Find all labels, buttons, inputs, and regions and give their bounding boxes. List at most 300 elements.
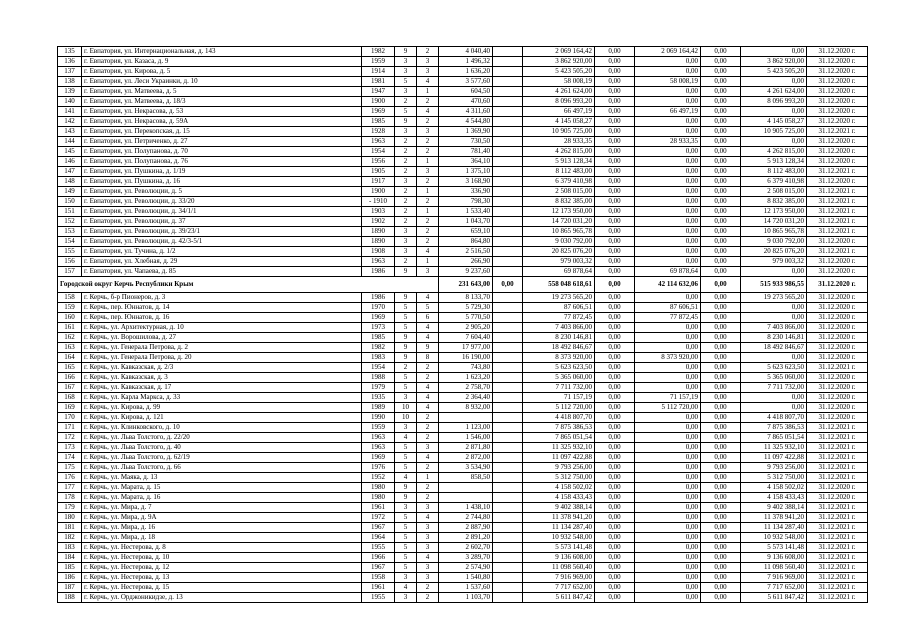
cell-cost-c: 0,00 (701, 583, 741, 593)
cell-deadline: 31.12.2020 г. (807, 333, 868, 343)
summary-area: 231 643,00 (439, 277, 493, 293)
cell-floors: 2 (395, 257, 417, 267)
summary-row (58, 277, 868, 293)
cell-area: 2 758,70 (439, 383, 493, 393)
cell-cost-d: 19 273 565,20 (741, 293, 807, 303)
cell-floors: 3 (395, 237, 417, 247)
cell-entrances: 3 (417, 573, 439, 583)
table-row (58, 293, 868, 303)
cell-floors: 2 (395, 207, 417, 217)
cell-deadline: 31.12.2020 г. (807, 77, 868, 87)
cell-deadline: 31.12.2020 г. (807, 303, 868, 313)
cell-total-cost: 5 365 060,00 (523, 373, 595, 383)
cell-cost-d: 0,00 (741, 403, 807, 413)
cell-year: 1969 (362, 313, 395, 323)
cell-year: 1935 (362, 393, 395, 403)
cell-year: 1976 (362, 463, 395, 473)
cell-floors: 9 (395, 117, 417, 127)
cell-floors: 5 (395, 77, 417, 87)
cell-address: г. Евпатория, ул. Леси Украинки, д. 10 (82, 77, 362, 87)
cell-col7 (493, 187, 523, 197)
cell-address: г. Керчь, ул. Марата, д. 15 (82, 483, 362, 493)
table-row (58, 493, 868, 503)
cell-cost-a: 0,00 (595, 533, 635, 543)
cell-year: 1979 (362, 383, 395, 393)
cell-deadline: 31.12.2021 г. (807, 363, 868, 373)
cell-year: 1964 (362, 533, 395, 543)
cell-cost-c: 0,00 (701, 373, 741, 383)
cell-cost-b: 0,00 (635, 533, 701, 543)
cell-floors: 4 (395, 473, 417, 483)
cell-year: 1961 (362, 503, 395, 513)
cell-entrances: 1 (417, 257, 439, 267)
cell-cost-b: 0,00 (635, 343, 701, 353)
cell-cost-b: 0,00 (635, 217, 701, 227)
cell-year: 1955 (362, 593, 395, 603)
cell-cost-c: 0,00 (701, 127, 741, 137)
cell-floors: 3 (395, 393, 417, 403)
cell-year: 1963 (362, 257, 395, 267)
cell-col7 (493, 383, 523, 393)
cell-floors: 5 (395, 107, 417, 117)
cell-entrances: 3 (417, 443, 439, 453)
cell-area: 1 537,60 (439, 583, 493, 593)
cell-address: г. Евпатория, ул. Матвеева, д. 5 (82, 87, 362, 97)
cell-cost-d: 7 875 386,53 (741, 423, 807, 433)
cell-cost-d: 5 312 750,00 (741, 473, 807, 483)
cell-year: 1908 (362, 247, 395, 257)
cell-cost-b: 0,00 (635, 117, 701, 127)
cell-year: 1902 (362, 217, 395, 227)
cell-cost-c: 0,00 (701, 383, 741, 393)
cell-total-cost: 14 720 031,20 (523, 217, 595, 227)
cell-floors: 9 (395, 47, 417, 57)
cell-year: 1947 (362, 87, 395, 97)
cell-total-cost: 979 003,32 (523, 257, 595, 267)
table-row (58, 167, 868, 177)
cell-row-number: 174 (58, 453, 82, 463)
cell-floors: 9 (395, 353, 417, 363)
table-row (58, 413, 868, 423)
cell-entrances: 2 (417, 237, 439, 247)
cell-col7 (493, 593, 523, 603)
cell-deadline: 31.12.2020 г. (807, 257, 868, 267)
cell-deadline: 31.12.2020 г. (807, 393, 868, 403)
cell-row-number: 179 (58, 503, 82, 513)
cell-cost-c: 0,00 (701, 553, 741, 563)
cell-cost-d: 0,00 (741, 313, 807, 323)
cell-deadline: 31.12.2021 г. (807, 523, 868, 533)
cell-deadline: 31.12.2021 г. (807, 217, 868, 227)
cell-cost-d: 9 793 256,00 (741, 463, 807, 473)
cell-row-number: 169 (58, 403, 82, 413)
cell-address: г. Керчь, пер. Юннатов, д. 14 (82, 303, 362, 313)
cell-floors: 5 (395, 383, 417, 393)
table-row (58, 533, 868, 543)
table-row (58, 483, 868, 493)
cell-col7 (493, 227, 523, 237)
cell-row-number: 135 (58, 47, 82, 57)
table-row (58, 333, 868, 343)
table-row (58, 57, 868, 67)
cell-cost-c: 0,00 (701, 433, 741, 443)
cell-deadline: 31.12.2020 г. (807, 413, 868, 423)
cell-area: 743,80 (439, 363, 493, 373)
cell-col7 (493, 303, 523, 313)
cell-entrances: 5 (417, 303, 439, 313)
cell-cost-c: 0,00 (701, 87, 741, 97)
cell-total-cost: 12 173 950,00 (523, 207, 595, 217)
cell-deadline: 31.12.2021 г. (807, 533, 868, 543)
cell-address: г. Евпатория, ул. Чапаева, д. 85 (82, 267, 362, 277)
cell-cost-d: 4 261 624,00 (741, 87, 807, 97)
table-row (58, 107, 868, 117)
table-row (58, 257, 868, 267)
cell-row-number: 161 (58, 323, 82, 333)
cell-floors: 10 (395, 403, 417, 413)
cell-address: г. Евпатория, ул. Некрасова, д. 53 (82, 107, 362, 117)
cell-cost-c: 0,00 (701, 257, 741, 267)
cell-cost-b: 0,00 (635, 187, 701, 197)
cell-row-number: 160 (58, 313, 82, 323)
cell-entrances: 4 (417, 453, 439, 463)
cell-floors: 2 (395, 167, 417, 177)
cell-col7 (493, 333, 523, 343)
table-row (58, 553, 868, 563)
cell-cost-d: 4 262 815,00 (741, 147, 807, 157)
cell-cost-c: 0,00 (701, 463, 741, 473)
cell-cost-c: 0,00 (701, 443, 741, 453)
cell-cost-d: 5 913 128,34 (741, 157, 807, 167)
cell-row-number: 150 (58, 197, 82, 207)
cell-area: 604,50 (439, 87, 493, 97)
cell-floors: 5 (395, 523, 417, 533)
cell-col7 (493, 453, 523, 463)
cell-cost-c: 0,00 (701, 177, 741, 187)
cell-total-cost: 5 913 128,34 (523, 157, 595, 167)
cell-floors: 5 (395, 533, 417, 543)
cell-deadline: 31.12.2021 г. (807, 167, 868, 177)
cell-area: 7 604,40 (439, 333, 493, 343)
cell-cost-a: 0,00 (595, 503, 635, 513)
cell-cost-d: 8 832 385,00 (741, 197, 807, 207)
cell-cost-d: 5 423 505,20 (741, 67, 807, 77)
cell-cost-a: 0,00 (595, 493, 635, 503)
cell-address: г. Керчь, ул. Льва Толстого, д. 62/19 (82, 453, 362, 463)
cell-cost-b: 0,00 (635, 443, 701, 453)
cell-deadline: 31.12.2021 г. (807, 443, 868, 453)
cell-address: г. Керчь, ул. Марата, д. 16 (82, 493, 362, 503)
cell-address: г. Керчь, ул. Нестерова, д. 8 (82, 543, 362, 553)
cell-entrances: 3 (417, 267, 439, 277)
cell-cost-a: 0,00 (595, 583, 635, 593)
summary-v4: 515 933 986,55 (741, 277, 807, 293)
cell-cost-c: 0,00 (701, 363, 741, 373)
cell-col7 (493, 267, 523, 277)
cell-cost-a: 0,00 (595, 217, 635, 227)
cell-row-number: 173 (58, 443, 82, 453)
cell-area: 4 544,80 (439, 117, 493, 127)
cell-col7 (493, 553, 523, 563)
cell-floors: 5 (395, 463, 417, 473)
table-row (58, 373, 868, 383)
cell-cost-c: 0,00 (701, 393, 741, 403)
cell-total-cost: 11 325 932,10 (523, 443, 595, 453)
table-row (58, 197, 868, 207)
cell-row-number: 143 (58, 127, 82, 137)
cell-year: 1966 (362, 553, 395, 563)
cell-cost-d: 4 158 502,02 (741, 483, 807, 493)
cell-cost-a: 0,00 (595, 67, 635, 77)
cell-cost-c: 0,00 (701, 473, 741, 483)
cell-cost-d: 8 112 483,00 (741, 167, 807, 177)
cell-floors: 3 (395, 127, 417, 137)
cell-cost-d: 4 418 807,70 (741, 413, 807, 423)
cell-col7 (493, 57, 523, 67)
cell-cost-a: 0,00 (595, 267, 635, 277)
cell-entrances: 3 (417, 167, 439, 177)
cell-cost-a: 0,00 (595, 443, 635, 453)
cell-cost-b: 0,00 (635, 593, 701, 603)
cell-area: 4 311,60 (439, 107, 493, 117)
cell-col7 (493, 443, 523, 453)
cell-area: 8 932,00 (439, 403, 493, 413)
cell-cost-c: 0,00 (701, 167, 741, 177)
cell-area (439, 483, 493, 493)
cell-total-cost: 69 878,64 (523, 267, 595, 277)
cell-year: 1986 (362, 267, 395, 277)
cell-deadline: 31.12.2020 г. (807, 483, 868, 493)
cell-entrances: 3 (417, 563, 439, 573)
cell-cost-c: 0,00 (701, 543, 741, 553)
table-row (58, 563, 868, 573)
cell-total-cost: 5 312 750,00 (523, 473, 595, 483)
table-row (58, 87, 868, 97)
cell-cost-a: 0,00 (595, 543, 635, 553)
cell-cost-c: 0,00 (701, 207, 741, 217)
cell-cost-d: 9 402 388,14 (741, 503, 807, 513)
cell-cost-c: 0,00 (701, 187, 741, 197)
cell-area (439, 493, 493, 503)
cell-floors: 5 (395, 313, 417, 323)
cell-address: г. Керчь, ул. Льва Толстого, д. 66 (82, 463, 362, 473)
cell-area (439, 413, 493, 423)
cell-floors: 2 (395, 187, 417, 197)
cell-cost-c: 0,00 (701, 523, 741, 533)
cell-total-cost: 11 378 941,20 (523, 513, 595, 523)
cell-area: 798,30 (439, 197, 493, 207)
cell-entrances: 4 (417, 553, 439, 563)
cell-total-cost: 7 717 652,00 (523, 583, 595, 593)
table-row (58, 237, 868, 247)
cell-cost-c: 0,00 (701, 593, 741, 603)
cell-cost-c: 0,00 (701, 97, 741, 107)
cell-area: 2 516,50 (439, 247, 493, 257)
cell-row-number: 165 (58, 363, 82, 373)
table-row (58, 473, 868, 483)
cell-address: г. Евпатория, ул. Революции, д. 34/1/1 (82, 207, 362, 217)
cell-year: 1969 (362, 453, 395, 463)
cell-address: г. Евпатория, ул. Некрасова, д. 59А (82, 117, 362, 127)
cell-col7 (493, 433, 523, 443)
cell-col7 (493, 257, 523, 267)
cell-cost-c: 0,00 (701, 137, 741, 147)
cell-total-cost: 4 158 502,02 (523, 483, 595, 493)
cell-year: 1954 (362, 147, 395, 157)
cell-area: 858,50 (439, 473, 493, 483)
table-row (58, 433, 868, 443)
table-row (58, 267, 868, 277)
cell-cost-d: 0,00 (741, 77, 807, 87)
cell-year: 1959 (362, 423, 395, 433)
cell-area: 1 043,70 (439, 217, 493, 227)
cell-cost-c: 0,00 (701, 217, 741, 227)
cell-cost-d: 5 573 141,48 (741, 543, 807, 553)
cell-cost-d: 3 862 920,00 (741, 57, 807, 67)
cell-entrances: 8 (417, 353, 439, 363)
cell-total-cost: 7 916 969,00 (523, 573, 595, 583)
cell-cost-d: 5 611 847,42 (741, 593, 807, 603)
cell-cost-c: 0,00 (701, 77, 741, 87)
table-row (58, 217, 868, 227)
cell-cost-d: 5 623 623,50 (741, 363, 807, 373)
housing-table (57, 46, 868, 603)
cell-deadline: 31.12.2020 г. (807, 313, 868, 323)
cell-deadline: 31.12.2021 г. (807, 207, 868, 217)
cell-address: г. Евпатория, ул. Интернациональная, д. 143 (82, 47, 362, 57)
cell-cost-b: 87 606,51 (635, 303, 701, 313)
cell-cost-d: 0,00 (741, 303, 807, 313)
cell-year: 1973 (362, 323, 395, 333)
cell-cost-a: 0,00 (595, 373, 635, 383)
cell-cost-a: 0,00 (595, 227, 635, 237)
cell-cost-a: 0,00 (595, 523, 635, 533)
cell-area: 1 546,00 (439, 433, 493, 443)
cell-year: 1900 (362, 97, 395, 107)
cell-row-number: 156 (58, 257, 82, 267)
cell-address: г. Керчь, ул. Льва Толстого, д. 22/20 (82, 433, 362, 443)
cell-deadline: 31.12.2020 г. (807, 383, 868, 393)
cell-row-number: 145 (58, 147, 82, 157)
cell-entrances: 6 (417, 313, 439, 323)
cell-cost-a: 0,00 (595, 137, 635, 147)
cell-cost-b: 0,00 (635, 363, 701, 373)
cell-address: г. Керчь, б-р Пионеров, д. 3 (82, 293, 362, 303)
cell-total-cost: 9 402 388,14 (523, 503, 595, 513)
cell-row-number: 178 (58, 493, 82, 503)
cell-total-cost: 4 158 433,43 (523, 493, 595, 503)
cell-col7 (493, 247, 523, 257)
table-row (58, 353, 868, 363)
cell-cost-c: 0,00 (701, 333, 741, 343)
cell-row-number: 186 (58, 573, 82, 583)
cell-address: г. Евпатория, ул. Тучина, д. 1/2 (82, 247, 362, 257)
cell-col7 (493, 343, 523, 353)
cell-col7 (493, 363, 523, 373)
cell-col7 (493, 473, 523, 483)
cell-floors: 3 (395, 57, 417, 67)
cell-row-number: 153 (58, 227, 82, 237)
cell-cost-b: 66 497,19 (635, 107, 701, 117)
cell-entrances: 9 (417, 343, 439, 353)
cell-address: г. Керчь, пер. Юннатов, д. 16 (82, 313, 362, 323)
summary-v2: 42 114 632,06 (635, 277, 701, 293)
cell-address: г. Евпатория, ул. Революции, д. 39/23/1 (82, 227, 362, 237)
cell-floors: 5 (395, 453, 417, 463)
cell-floors: 9 (395, 343, 417, 353)
cell-col7 (493, 393, 523, 403)
cell-cost-a: 0,00 (595, 573, 635, 583)
cell-row-number: 188 (58, 593, 82, 603)
cell-total-cost: 5 611 847,42 (523, 593, 595, 603)
cell-total-cost: 9 136 608,00 (523, 553, 595, 563)
cell-total-cost: 5 423 505,20 (523, 67, 595, 77)
cell-row-number: 185 (58, 563, 82, 573)
cell-area: 336,90 (439, 187, 493, 197)
cell-floors: 5 (395, 373, 417, 383)
table-row (58, 147, 868, 157)
cell-cost-c: 0,00 (701, 413, 741, 423)
cell-cost-d: 979 003,32 (741, 257, 807, 267)
cell-year: 1963 (362, 433, 395, 443)
cell-address: г. Керчь, ул. Карла Маркса, д. 33 (82, 393, 362, 403)
cell-row-number: 147 (58, 167, 82, 177)
cell-floors: 5 (395, 443, 417, 453)
table-row (58, 393, 868, 403)
cell-entrances: 2 (417, 463, 439, 473)
cell-floors: 3 (395, 423, 417, 433)
cell-total-cost: 8 373 920,00 (523, 353, 595, 363)
table-row (58, 67, 868, 77)
cell-entrances: 1 (417, 157, 439, 167)
cell-address: г. Керчь, ул. Нестерова, д. 12 (82, 563, 362, 573)
cell-floors: 4 (395, 433, 417, 443)
cell-deadline: 31.12.2020 г. (807, 67, 868, 77)
cell-row-number: 164 (58, 353, 82, 363)
cell-address: г. Евпатория, ул. Революции, д. 42/3-5/1 (82, 237, 362, 247)
cell-year: 1952 (362, 473, 395, 483)
cell-year: 1967 (362, 523, 395, 533)
cell-area: 781,40 (439, 147, 493, 157)
cell-cost-a: 0,00 (595, 353, 635, 363)
cell-cost-c: 0,00 (701, 267, 741, 277)
cell-address: г. Керчь, ул. Нестерова, д. 10 (82, 553, 362, 563)
cell-entrances: 2 (417, 433, 439, 443)
cell-address: г. Евпатория, ул. Революции, д. 33/20 (82, 197, 362, 207)
cell-cost-b: 0,00 (635, 563, 701, 573)
table-row (58, 573, 868, 583)
cell-row-number: 159 (58, 303, 82, 313)
cell-total-cost: 11 098 560,40 (523, 563, 595, 573)
cell-total-cost: 66 497,19 (523, 107, 595, 117)
cell-total-cost: 18 492 846,67 (523, 343, 595, 353)
cell-deadline: 31.12.2020 г. (807, 403, 868, 413)
cell-cost-a: 0,00 (595, 593, 635, 603)
cell-col7 (493, 313, 523, 323)
cell-cost-c: 0,00 (701, 147, 741, 157)
cell-entrances: 2 (417, 227, 439, 237)
cell-cost-a: 0,00 (595, 157, 635, 167)
cell-col7 (493, 563, 523, 573)
cell-cost-c: 0,00 (701, 483, 741, 493)
cell-row-number: 167 (58, 383, 82, 393)
cell-floors: 3 (395, 573, 417, 583)
cell-col7 (493, 117, 523, 127)
cell-floors: 9 (395, 483, 417, 493)
cell-deadline: 31.12.2021 г. (807, 227, 868, 237)
cell-cost-a: 0,00 (595, 47, 635, 57)
cell-deadline: 31.12.2021 г. (807, 453, 868, 463)
